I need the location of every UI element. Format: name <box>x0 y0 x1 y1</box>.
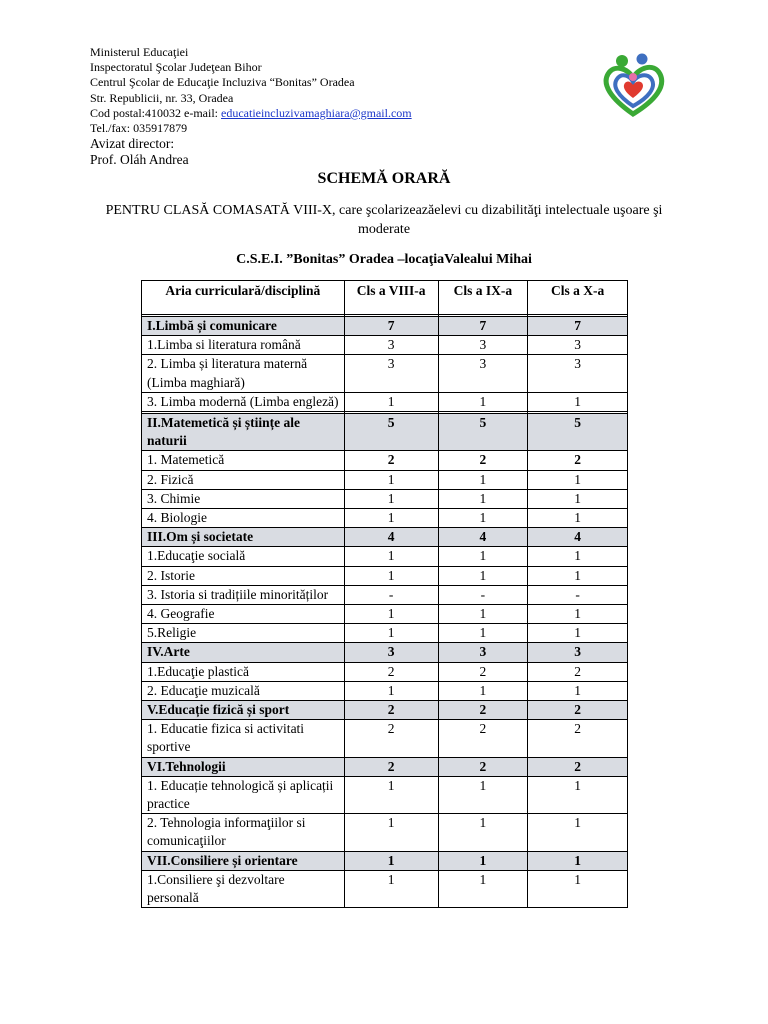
subject-cell: 5.Religie <box>142 624 345 643</box>
column-header-subject: Aria curriculară/disciplină <box>142 281 345 315</box>
grade-10-hours-cell: 1 <box>528 681 628 700</box>
grade-8-hours-cell: 3 <box>344 355 438 392</box>
grade-8-hours-cell: 2 <box>344 451 438 470</box>
table-row <box>142 470 628 489</box>
grade-10-hours-cell: 1 <box>528 392 628 411</box>
grade-10-hours-cell: 5 <box>528 414 628 451</box>
column-header-grade-9: Cls a IX-a <box>438 281 528 315</box>
table-row <box>142 814 628 851</box>
grade-8-hours-cell: 7 <box>344 317 438 336</box>
subject-cell: 2. Tehnologia informaţiilor si comunicaţiilor <box>142 814 345 851</box>
subject-cell: 4. Biologie <box>142 509 345 528</box>
director-name: Prof. Oláh Andrea <box>90 152 189 168</box>
subject-cell: 3. Limba modernă (Limba engleză) <box>142 392 345 411</box>
grade-8-hours-cell: 3 <box>344 336 438 355</box>
grade-8-hours-cell: 3 <box>344 643 438 662</box>
grade-9-hours-cell: 3 <box>438 643 528 662</box>
approval-label: Avizat director: <box>90 136 175 152</box>
table-row <box>142 624 628 643</box>
table-row <box>142 585 628 604</box>
grade-9-hours-cell: 1 <box>438 489 528 508</box>
grade-9-hours-cell: 2 <box>438 701 528 720</box>
schedule-table <box>141 280 628 908</box>
center-name: Centrul Şcolar de Educaţie Incluziva “Bonitas” Oradea <box>90 75 355 90</box>
grade-10-hours-cell: 1 <box>528 470 628 489</box>
table-row <box>142 605 628 624</box>
email-link[interactable]: educatieincluzivamaghiara@gmail.com <box>221 105 412 120</box>
subject-cell: 2. Limba și literatura maternă (Limba maghiară) <box>142 355 345 392</box>
grade-8-hours-cell: 1 <box>344 681 438 700</box>
grade-8-hours-cell: 5 <box>344 414 438 451</box>
grade-10-hours-cell: 7 <box>528 317 628 336</box>
grade-9-hours-cell: 1 <box>438 547 528 566</box>
subject-cell: II.Matemetică și științe ale naturii <box>142 414 345 451</box>
subject-cell: 1.Educaţie socială <box>142 547 345 566</box>
inspectorate-name: Inspectoratul Şcolar Judeţean Bihor <box>90 60 262 75</box>
grade-10-hours-cell: 3 <box>528 355 628 392</box>
table-row <box>142 489 628 508</box>
grade-8-hours-cell: 1 <box>344 509 438 528</box>
table-row <box>142 776 628 813</box>
category-row <box>142 701 628 720</box>
table-row <box>142 392 628 411</box>
grade-8-hours-cell: 1 <box>344 547 438 566</box>
grade-9-hours-cell: 7 <box>438 317 528 336</box>
postal-email-line <box>90 106 412 121</box>
grade-8-hours-cell: 1 <box>344 566 438 585</box>
table-row <box>142 336 628 355</box>
table-row <box>142 355 628 392</box>
subject-cell: 1.Limba si literatura română <box>142 336 345 355</box>
ministry-name: Ministerul Educaţiei <box>90 45 189 59</box>
subject-cell: 1. Educatie fizica si activitati sportive <box>142 720 345 757</box>
grade-9-hours-cell: 1 <box>438 470 528 489</box>
category-row <box>142 851 628 870</box>
grade-9-hours-cell: 1 <box>438 870 528 907</box>
bonitas-logo-icon <box>600 50 666 118</box>
grade-9-hours-cell: 1 <box>438 851 528 870</box>
grade-10-hours-cell: 4 <box>528 528 628 547</box>
grade-8-hours-cell: 1 <box>344 776 438 813</box>
subject-cell: 1.Educaţie plastică <box>142 662 345 681</box>
grade-8-hours-cell: 1 <box>344 870 438 907</box>
grade-10-hours-cell: 2 <box>528 757 628 776</box>
phone-fax: Tel./fax: 035917879 <box>90 121 188 136</box>
table-row <box>142 547 628 566</box>
grade-9-hours-cell: 4 <box>438 528 528 547</box>
grade-9-hours-cell: 3 <box>438 336 528 355</box>
street-address: Str. Republicii, nr. 33, Oradea <box>90 90 234 105</box>
grade-8-hours-cell: 1 <box>344 814 438 851</box>
subject-cell: 3. Chimie <box>142 489 345 508</box>
grade-9-hours-cell: 2 <box>438 451 528 470</box>
grade-10-hours-cell: 1 <box>528 851 628 870</box>
subject-cell: VI.Tehnologii <box>142 757 345 776</box>
grade-8-hours-cell: 2 <box>344 662 438 681</box>
grade-9-hours-cell: - <box>438 585 528 604</box>
category-row <box>142 317 628 336</box>
grade-9-hours-cell: 1 <box>438 509 528 528</box>
letterhead <box>90 45 412 168</box>
category-row <box>142 528 628 547</box>
subject-cell: 1.Consiliere şi dezvoltare personală <box>142 870 345 907</box>
category-row <box>142 757 628 776</box>
table-row <box>142 509 628 528</box>
grade-8-hours-cell: 2 <box>344 757 438 776</box>
school-location: C.S.E.I. ”Bonitas” Oradea –locaţiaValealui Mihai <box>236 252 532 267</box>
grade-10-hours-cell: 1 <box>528 547 628 566</box>
column-header-grade-8: Cls a VIII-a <box>344 281 438 315</box>
subject-cell: III.Om și societate <box>142 528 345 547</box>
table-row <box>142 870 628 907</box>
grade-8-hours-cell: 2 <box>344 720 438 757</box>
grade-9-hours-cell: 3 <box>438 355 528 392</box>
postal-code: Cod postal:410032 e-mail: <box>90 105 221 120</box>
document-title: SCHEMĂ ORARĂ <box>317 170 451 187</box>
document-subtitle: PENTRU CLASĂ COMASATĂ VIII-X, care şcolarizeazăelevi cu dizabilităţi intelectuale uşoare şi moderate <box>105 203 663 237</box>
grade-9-hours-cell: 1 <box>438 681 528 700</box>
grade-8-hours-cell: 1 <box>344 605 438 624</box>
column-header-grade-10: Cls a X-a <box>528 281 628 315</box>
grade-9-hours-cell: 1 <box>438 814 528 851</box>
subject-cell: V.Educație fizică și sport <box>142 701 345 720</box>
subject-cell: I.Limbă și comunicare <box>142 317 345 336</box>
grade-9-hours-cell: 1 <box>438 605 528 624</box>
grade-10-hours-cell: 2 <box>528 720 628 757</box>
subject-cell: IV.Arte <box>142 643 345 662</box>
grade-9-hours-cell: 1 <box>438 776 528 813</box>
grade-8-hours-cell: - <box>344 585 438 604</box>
grade-9-hours-cell: 2 <box>438 720 528 757</box>
subject-cell: 1. Educație tehnologică și aplicații practice <box>142 776 345 813</box>
subject-cell: 2. Fizică <box>142 470 345 489</box>
category-row <box>142 643 628 662</box>
grade-9-hours-cell: 1 <box>438 566 528 585</box>
category-row <box>142 414 628 451</box>
table-row <box>142 566 628 585</box>
grade-9-hours-cell: 2 <box>438 757 528 776</box>
grade-10-hours-cell: 2 <box>528 451 628 470</box>
grade-8-hours-cell: 1 <box>344 624 438 643</box>
table-row <box>142 451 628 470</box>
grade-10-hours-cell: 1 <box>528 605 628 624</box>
subject-cell: VII.Consiliere și orientare <box>142 851 345 870</box>
subject-cell: 4. Geografie <box>142 605 345 624</box>
table-header-row <box>142 281 628 315</box>
grade-10-hours-cell: 1 <box>528 814 628 851</box>
table-row <box>142 720 628 757</box>
table-row <box>142 662 628 681</box>
subject-cell: 2. Educaţie muzicală <box>142 681 345 700</box>
grade-10-hours-cell: 1 <box>528 776 628 813</box>
subject-cell: 1. Matemetică <box>142 451 345 470</box>
grade-8-hours-cell: 1 <box>344 489 438 508</box>
grade-10-hours-cell: 3 <box>528 643 628 662</box>
grade-8-hours-cell: 4 <box>344 528 438 547</box>
grade-10-hours-cell: 3 <box>528 336 628 355</box>
grade-10-hours-cell: 1 <box>528 870 628 907</box>
grade-8-hours-cell: 1 <box>344 392 438 411</box>
subject-cell: 3. Istoria si tradițiile minorităților <box>142 585 345 604</box>
grade-9-hours-cell: 1 <box>438 392 528 411</box>
grade-10-hours-cell: - <box>528 585 628 604</box>
grade-8-hours-cell: 1 <box>344 470 438 489</box>
grade-10-hours-cell: 1 <box>528 566 628 585</box>
grade-9-hours-cell: 1 <box>438 624 528 643</box>
grade-10-hours-cell: 1 <box>528 509 628 528</box>
table-row <box>142 681 628 700</box>
grade-9-hours-cell: 5 <box>438 414 528 451</box>
grade-8-hours-cell: 1 <box>344 851 438 870</box>
grade-10-hours-cell: 1 <box>528 624 628 643</box>
subject-cell: 2. Istorie <box>142 566 345 585</box>
grade-10-hours-cell: 2 <box>528 662 628 681</box>
grade-10-hours-cell: 2 <box>528 701 628 720</box>
grade-8-hours-cell: 2 <box>344 701 438 720</box>
grade-10-hours-cell: 1 <box>528 489 628 508</box>
grade-9-hours-cell: 2 <box>438 662 528 681</box>
